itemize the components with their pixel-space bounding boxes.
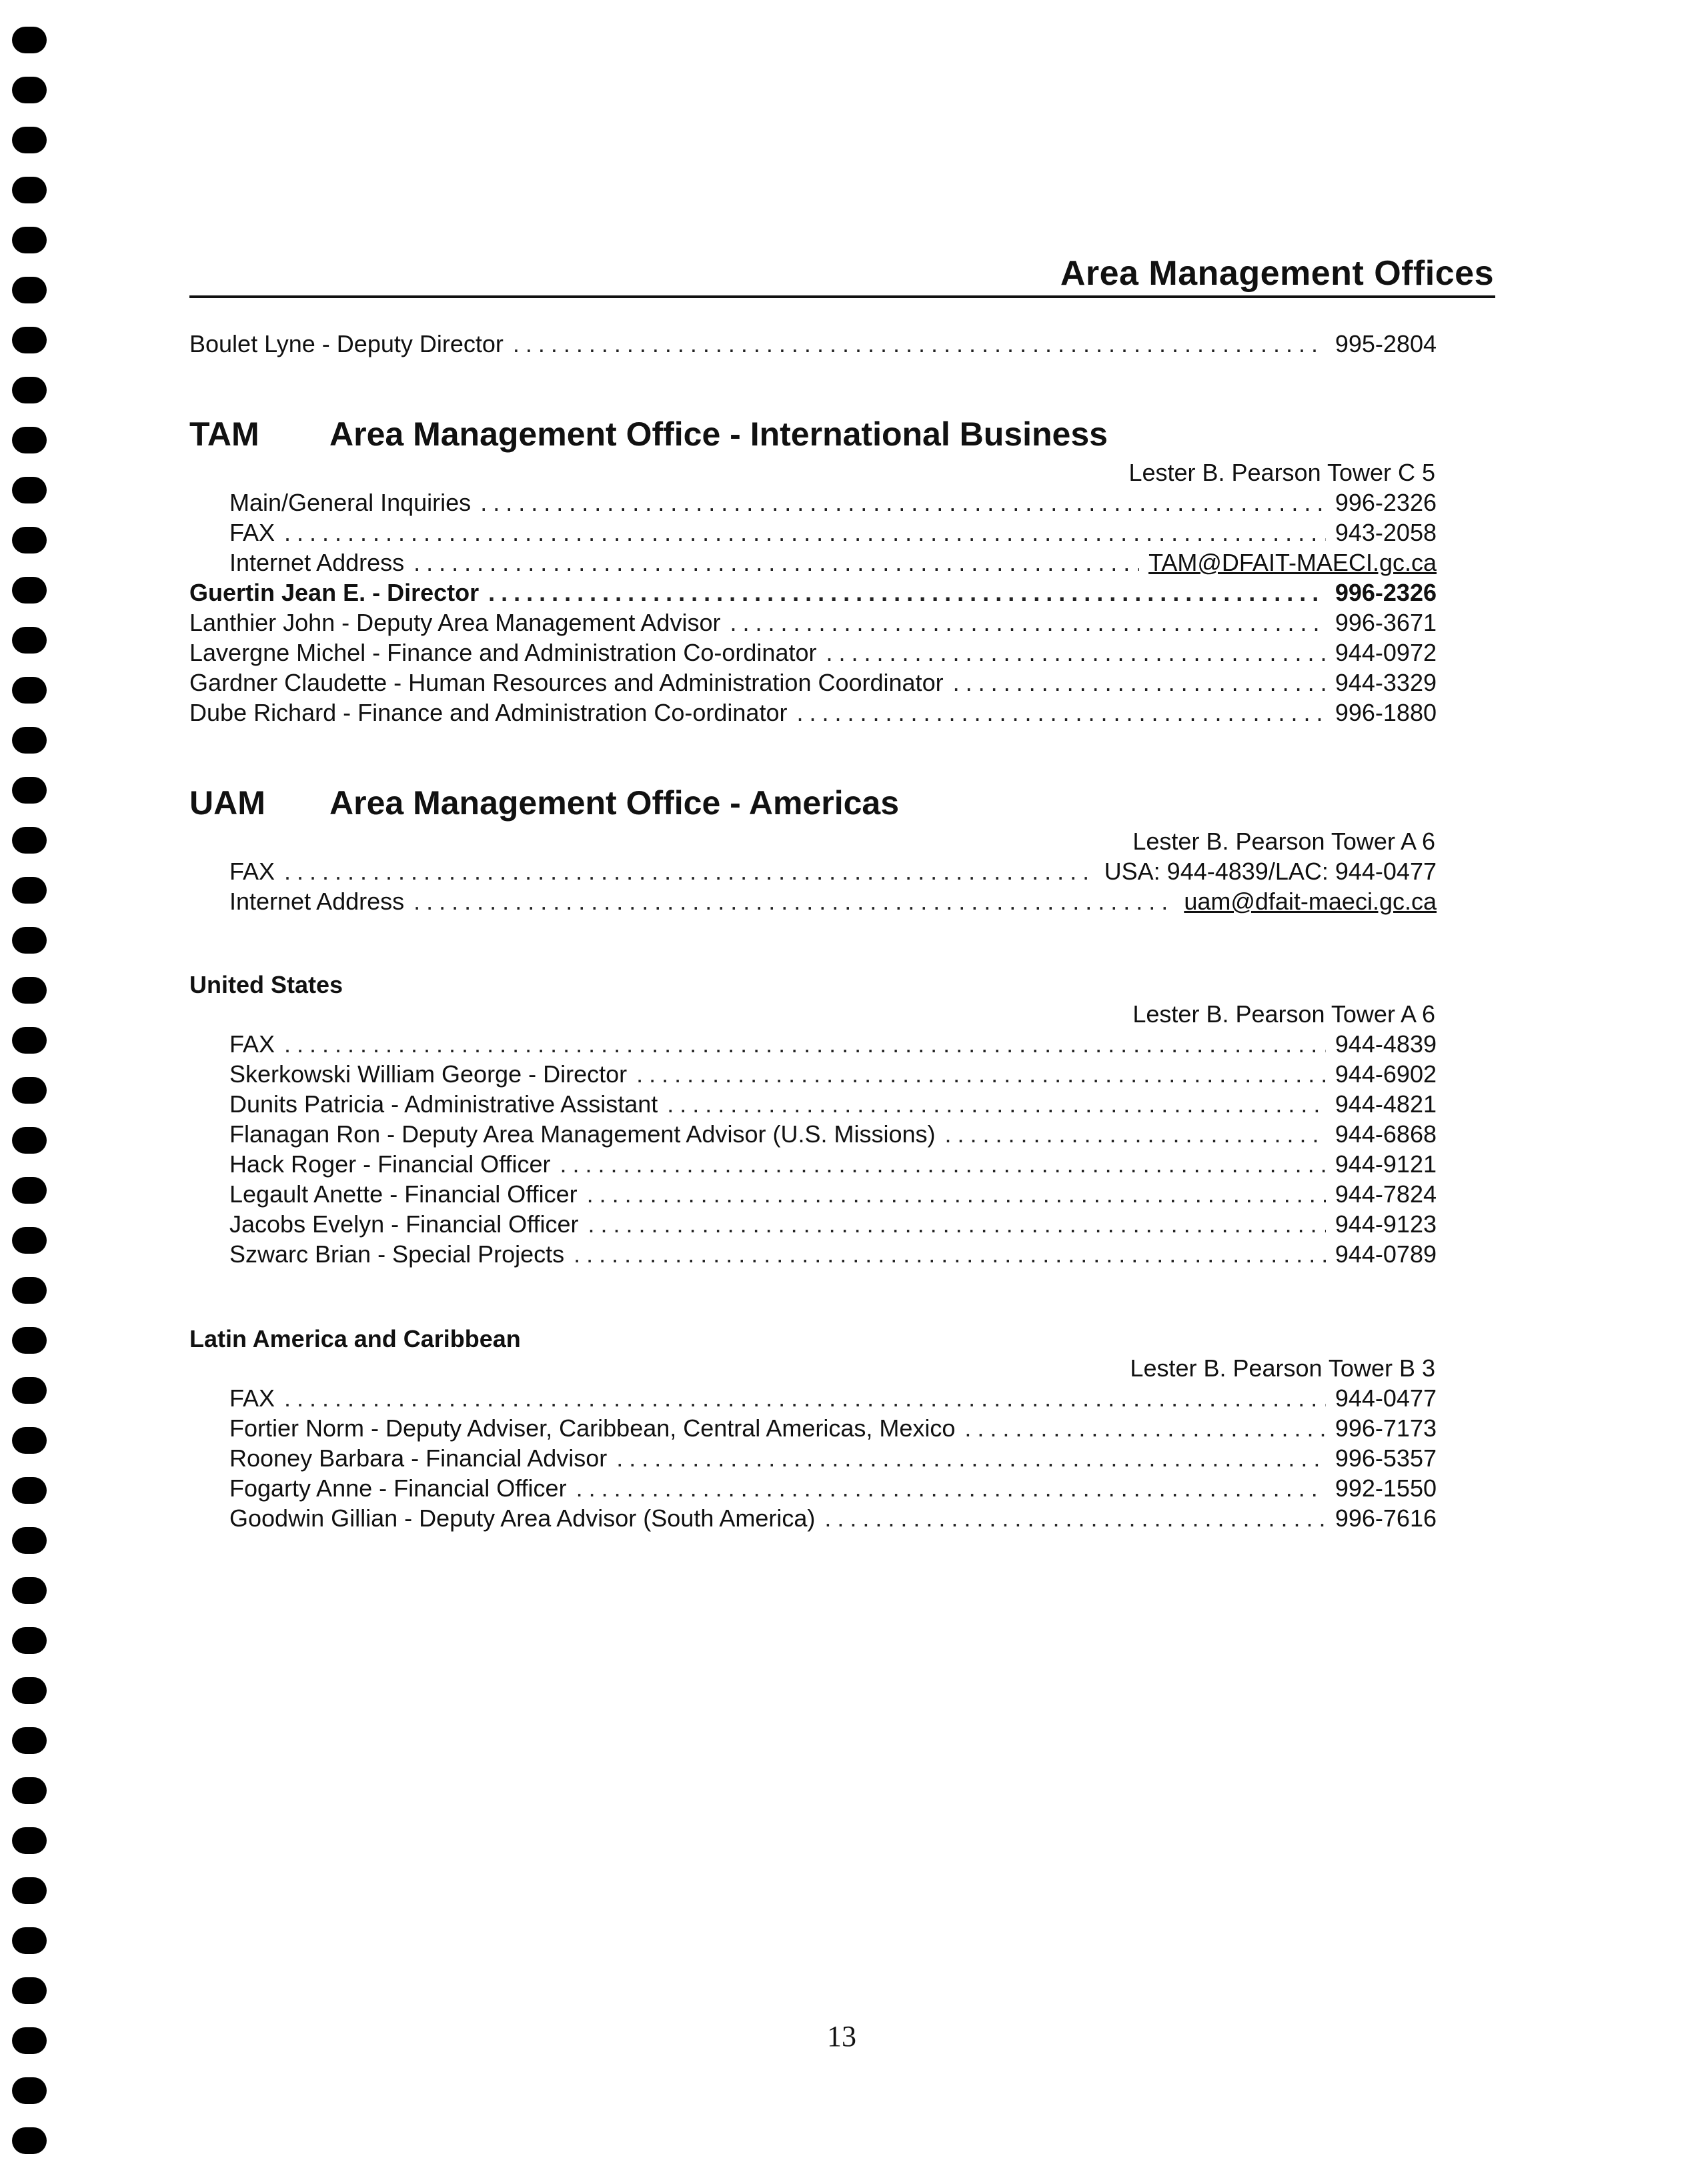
dot-leader	[574, 1240, 1326, 1268]
binding-hole	[12, 1127, 47, 1154]
binding-hole	[12, 27, 47, 53]
dot-leader	[284, 1384, 1326, 1412]
binding-hole	[12, 177, 47, 203]
dot-leader	[413, 549, 1139, 577]
uam-entry-internet	[229, 888, 1437, 918]
entry-phone: 944-9123	[1335, 1210, 1437, 1238]
entry-label: FAX	[229, 1030, 275, 1058]
tam-entry	[189, 669, 1437, 700]
binding-hole	[12, 1777, 47, 1804]
entry-phone: 996-7616	[1335, 1504, 1437, 1532]
binding-hole	[12, 527, 47, 554]
dot-leader	[480, 489, 1326, 517]
binding-hole	[12, 1527, 47, 1554]
us-entry	[229, 1090, 1437, 1121]
dot-leader	[964, 1414, 1325, 1442]
subsection-heading-lac: Latin America and Caribbean	[189, 1325, 521, 1352]
tam-entry	[189, 609, 1437, 640]
uam-entry-fax	[229, 858, 1437, 888]
binding-hole	[12, 127, 47, 153]
entry-label: Fogarty Anne - Financial Officer	[229, 1474, 567, 1502]
binding-hole	[12, 1077, 47, 1104]
entry-label: Jacobs Evelyn - Financial Officer	[229, 1210, 579, 1238]
binding-hole	[12, 327, 47, 353]
entry-label: FAX	[229, 519, 275, 546]
us-entry	[229, 1240, 1437, 1271]
tam-entry-director	[189, 579, 1437, 610]
binding-hole	[12, 1827, 47, 1854]
section-code-uam: UAM	[189, 784, 265, 822]
entry-phone: 996-7173	[1335, 1414, 1437, 1442]
tam-entry	[229, 549, 1437, 580]
dot-leader	[576, 1474, 1326, 1502]
directory-entry-boulet	[189, 330, 1437, 361]
binding-hole	[12, 1577, 47, 1604]
lac-entry	[229, 1444, 1437, 1475]
dot-leader	[587, 1180, 1326, 1208]
entry-phone: 995-2804	[1335, 330, 1437, 357]
us-entry	[229, 1150, 1437, 1181]
page-number: 13	[827, 2020, 856, 2053]
binding-hole	[12, 1277, 47, 1304]
entry-label: Lavergne Michel - Finance and Administration Co-ordinator	[189, 639, 817, 666]
entry-phone: USA: 944-4839/LAC: 944-0477	[1104, 858, 1437, 885]
entry-label: Main/General Inquiries	[229, 489, 472, 516]
entry-label: Dube Richard - Finance and Administration Co-ordinator	[189, 699, 788, 726]
tam-location: Lester B. Pearson Tower C 5	[1128, 459, 1435, 486]
dot-leader	[513, 330, 1326, 358]
dot-leader	[824, 1504, 1325, 1532]
entry-phone: 943-2058	[1335, 519, 1437, 546]
dot-leader	[796, 699, 1325, 727]
binding-hole	[12, 2127, 47, 2154]
entry-phone: 996-3671	[1335, 609, 1437, 636]
entry-label: FAX	[229, 1384, 275, 1412]
us-location: Lester B. Pearson Tower A 6	[1132, 1000, 1435, 1028]
lac-entry	[229, 1504, 1437, 1535]
entry-phone: 944-9121	[1335, 1150, 1437, 1178]
dot-leader	[488, 579, 1326, 607]
dot-leader	[588, 1210, 1326, 1238]
email-link-tam[interactable]: TAM@DFAIT-MAECI.gc.ca	[1148, 549, 1437, 576]
tam-entry	[189, 699, 1437, 730]
entry-phone: 944-6902	[1335, 1060, 1437, 1088]
binding-hole	[12, 427, 47, 453]
entry-phone: 944-4839	[1335, 1030, 1437, 1058]
binding-hole	[12, 577, 47, 604]
dot-leader	[616, 1444, 1326, 1472]
binding-hole	[12, 1477, 47, 1504]
us-entry	[229, 1210, 1437, 1241]
us-entry	[229, 1030, 1437, 1061]
dot-leader	[826, 639, 1325, 667]
entry-phone: 996-2326	[1335, 579, 1437, 606]
entry-label: Guertin Jean E. - Director	[189, 579, 480, 606]
binding-hole	[12, 1877, 47, 1904]
entry-label: Szwarc Brian - Special Projects	[229, 1240, 565, 1268]
entry-label: Fortier Norm - Deputy Adviser, Caribbean, Central Americas, Mexico	[229, 1414, 956, 1442]
uam-location: Lester B. Pearson Tower A 6	[1132, 828, 1435, 855]
binding-hole	[12, 2027, 47, 2054]
dot-leader	[636, 1060, 1326, 1088]
binding-hole	[12, 1427, 47, 1454]
entry-phone: 944-7824	[1335, 1180, 1437, 1208]
entry-phone: 944-0972	[1335, 639, 1437, 666]
entry-label: Rooney Barbara - Financial Advisor	[229, 1444, 608, 1472]
binding-hole	[12, 477, 47, 503]
section-title-tam: Area Management Office - International Business	[329, 415, 1108, 453]
entry-label: Gardner Claudette - Human Resources and Administration Coordinator	[189, 669, 944, 696]
dot-leader	[284, 1030, 1326, 1058]
binding-hole	[12, 777, 47, 804]
binding-hole	[12, 1627, 47, 1654]
page-header-title: Area Management Offices	[1060, 254, 1494, 293]
entry-phone: 996-5357	[1335, 1444, 1437, 1472]
entry-label: Internet Address	[229, 549, 405, 576]
binding-hole	[12, 927, 47, 954]
tam-entry	[229, 519, 1437, 550]
lac-location: Lester B. Pearson Tower B 3	[1130, 1354, 1435, 1382]
dot-leader	[730, 609, 1325, 637]
binding-hole	[12, 2077, 47, 2104]
lac-entry	[229, 1414, 1437, 1445]
dot-leader	[284, 858, 1095, 886]
binding-hole	[12, 1227, 47, 1254]
entry-phone: 992-1550	[1335, 1474, 1437, 1502]
binding-hole	[12, 827, 47, 854]
binding-holes	[12, 20, 52, 2167]
us-entry	[229, 1060, 1437, 1091]
binding-hole	[12, 877, 47, 904]
binding-hole	[12, 1677, 47, 1704]
dot-leader	[953, 669, 1326, 697]
binding-hole	[12, 377, 47, 403]
entry-phone: 944-4821	[1335, 1090, 1437, 1118]
binding-hole	[12, 1927, 47, 1954]
dot-leader	[284, 519, 1326, 547]
binding-hole	[12, 77, 47, 103]
entry-label: Legault Anette - Financial Officer	[229, 1180, 578, 1208]
dot-leader	[413, 888, 1174, 916]
entry-phone: 944-0789	[1335, 1240, 1437, 1268]
binding-hole	[12, 727, 47, 754]
entry-phone: 944-6868	[1335, 1120, 1437, 1148]
section-code-tam: TAM	[189, 415, 259, 453]
tam-entry	[189, 639, 1437, 670]
dot-leader	[560, 1150, 1326, 1178]
entry-label: Goodwin Gillian - Deputy Area Advisor (South America)	[229, 1504, 816, 1532]
binding-hole	[12, 227, 47, 253]
entry-phone: 944-3329	[1335, 669, 1437, 696]
dot-leader	[944, 1120, 1325, 1148]
entry-label: Hack Roger - Financial Officer	[229, 1150, 551, 1178]
entry-label: Flanagan Ron - Deputy Area Management Advisor (U.S. Missions)	[229, 1120, 936, 1148]
binding-hole	[12, 1377, 47, 1404]
email-link-uam[interactable]: uam@dfait-maeci.gc.ca	[1184, 888, 1437, 915]
binding-hole	[12, 1727, 47, 1754]
entry-phone: 944-0477	[1335, 1384, 1437, 1412]
entry-label: FAX	[229, 858, 275, 885]
tam-entry	[229, 489, 1437, 519]
entry-label: Internet Address	[229, 888, 405, 915]
binding-hole	[12, 627, 47, 654]
section-title-uam: Area Management Office - Americas	[329, 784, 900, 822]
entry-label: Boulet Lyne - Deputy Director	[189, 330, 504, 357]
entry-label: Lanthier John - Deputy Area Management Advisor	[189, 609, 721, 636]
binding-hole	[12, 277, 47, 303]
us-entry	[229, 1120, 1437, 1151]
binding-hole	[12, 1177, 47, 1204]
entry-phone: 996-2326	[1335, 489, 1437, 516]
binding-hole	[12, 1027, 47, 1054]
binding-hole	[12, 977, 47, 1004]
entry-label: Skerkowski William George - Director	[229, 1060, 628, 1088]
header-divider	[189, 295, 1495, 298]
binding-hole	[12, 1327, 47, 1354]
us-entry	[229, 1180, 1437, 1211]
entry-phone: 996-1880	[1335, 699, 1437, 726]
subsection-heading-us: United States	[189, 971, 343, 998]
entry-label: Dunits Patricia - Administrative Assistant	[229, 1090, 658, 1118]
lac-entry	[229, 1474, 1437, 1505]
dot-leader	[667, 1090, 1326, 1118]
binding-hole	[12, 677, 47, 704]
binding-hole	[12, 1977, 47, 2004]
lac-entry	[229, 1384, 1437, 1415]
